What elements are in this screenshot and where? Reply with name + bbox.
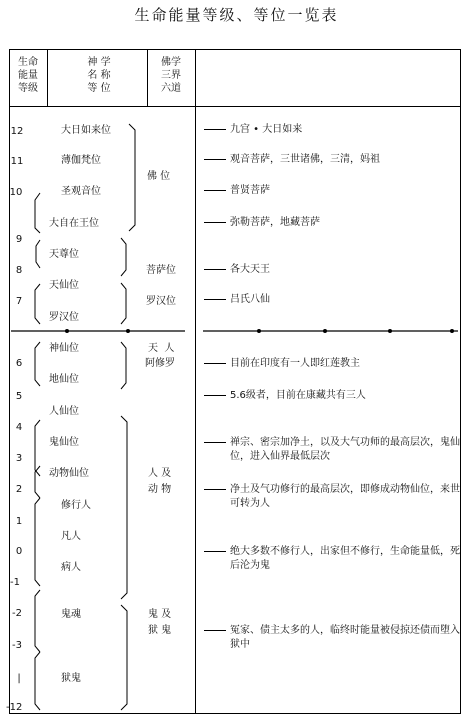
bracket-left-10-9 xyxy=(35,193,40,233)
level-label: -2 xyxy=(12,608,22,619)
bracket-left-minus3 xyxy=(35,652,40,710)
name-dazizaiwang: 大自在王位 xyxy=(49,218,99,229)
level-label: 8 xyxy=(15,265,23,276)
level-label: 1 xyxy=(15,516,23,527)
note-text: 5.6级者，目前在康藏共有三人 xyxy=(230,390,366,401)
name-dongwuxian: 动物仙位 xyxy=(49,468,89,479)
level-label: 3 xyxy=(15,453,23,464)
name-tianxian: 天仙位 xyxy=(49,280,79,291)
name-tianzun: 天尊位 xyxy=(49,249,79,260)
level-label: -3 xyxy=(12,640,22,651)
name-fanren: 凡人 xyxy=(61,531,81,542)
realm-buddha: 佛 位 xyxy=(147,171,171,182)
bracket-left-7 xyxy=(35,284,40,324)
bracket-left-6 xyxy=(35,342,40,386)
name-shengguanyin: 圣观音位 xyxy=(61,186,101,197)
bracket-mid-human xyxy=(121,416,127,599)
realm-animal: 动 物 xyxy=(148,484,172,495)
bracket-mid-arhat xyxy=(121,283,126,324)
note-text: 净土及气功修行的最高层次，即修成动物仙位，来世可转为人 xyxy=(230,484,460,509)
note-text: 目前在印度有一人即红莲教主 xyxy=(230,358,360,369)
name-dixian: 地仙位 xyxy=(49,374,79,385)
note-text: 观音菩萨，三世诸佛，三清，妈祖 xyxy=(230,154,380,165)
name-guixian: 鬼仙位 xyxy=(49,437,79,448)
name-shenxian: 神仙位 xyxy=(49,343,79,354)
level-label: 9 xyxy=(15,234,23,245)
name-bojiafan: 薄伽梵位 xyxy=(61,155,101,166)
note-text: 普贤菩萨 xyxy=(230,185,270,196)
bracket-left-minus1 xyxy=(35,498,40,586)
realm-ghost: 鬼 及 xyxy=(148,609,172,620)
level-label: | xyxy=(17,673,21,684)
bracket-left-minus2 xyxy=(35,590,40,652)
bracket-mid-buddha xyxy=(129,124,135,231)
name-bingren: 病人 xyxy=(61,562,81,573)
level-label: 5 xyxy=(15,391,23,402)
note-text: 冤家、债主太多的人，临终时能量被侵掠还债而堕入狱中 xyxy=(230,625,460,650)
note-text: 绝大多数不修行人，出家但不修行，生命能量低，死后沦为鬼 xyxy=(230,546,460,571)
level-label: 7 xyxy=(15,296,23,307)
level-label: -12 xyxy=(6,702,23,713)
level-label: 12 xyxy=(10,126,24,137)
name-yugui: 狱鬼 xyxy=(61,673,81,684)
note-text: 禅宗、密宗加净土，以及大气功师的最高层次，鬼仙位，进入仙界最低层次 xyxy=(230,437,460,462)
name-luohan: 罗汉位 xyxy=(49,312,79,323)
note-text: 吕氏八仙 xyxy=(230,294,270,305)
note-text: 九宫 • 大日如来 xyxy=(230,124,303,135)
realm-human: 人 及 xyxy=(148,468,172,479)
name-renxian: 人仙位 xyxy=(49,406,79,417)
level-label: 0 xyxy=(15,546,23,557)
note-text: 各大天王 xyxy=(230,264,270,275)
header-energy-level: 生命 能量 等级 xyxy=(18,57,38,94)
level-label: 10 xyxy=(9,187,23,198)
header-theology-name: 神 学 名 称 等 位 xyxy=(87,57,111,94)
bracket-mid-tianren xyxy=(121,342,126,389)
level-label: -1 xyxy=(10,577,20,588)
bracket-mid-bodhisattva xyxy=(121,238,126,276)
bracket-left-9-8 xyxy=(36,240,40,268)
header-buddhist-realms: 佛学 三界 六道 xyxy=(161,57,181,94)
level-label: 11 xyxy=(10,156,24,167)
realm-tianren: 天 人 xyxy=(148,343,175,354)
name-dari-rulai: 大日如来位 xyxy=(61,125,111,136)
bracket-left-2 xyxy=(35,466,40,498)
realm-arhat: 罗汉位 xyxy=(146,296,176,307)
realm-asura: 阿修罗 xyxy=(145,358,175,369)
level-label: 4 xyxy=(15,422,23,433)
name-xiuxingren: 修行人 xyxy=(61,500,91,511)
bracket-mid-ghost xyxy=(121,605,127,710)
name-guihun: 鬼魂 xyxy=(61,609,81,620)
realm-bodhisattva: 菩萨位 xyxy=(146,265,176,276)
page-title: 生命能量等级、等位一览表 xyxy=(134,6,339,24)
note-text: 弥勒菩萨，地藏菩萨 xyxy=(230,217,320,228)
level-label: 6 xyxy=(15,358,23,369)
level-label: 2 xyxy=(15,484,23,495)
realm-hell: 狱 鬼 xyxy=(148,625,172,636)
